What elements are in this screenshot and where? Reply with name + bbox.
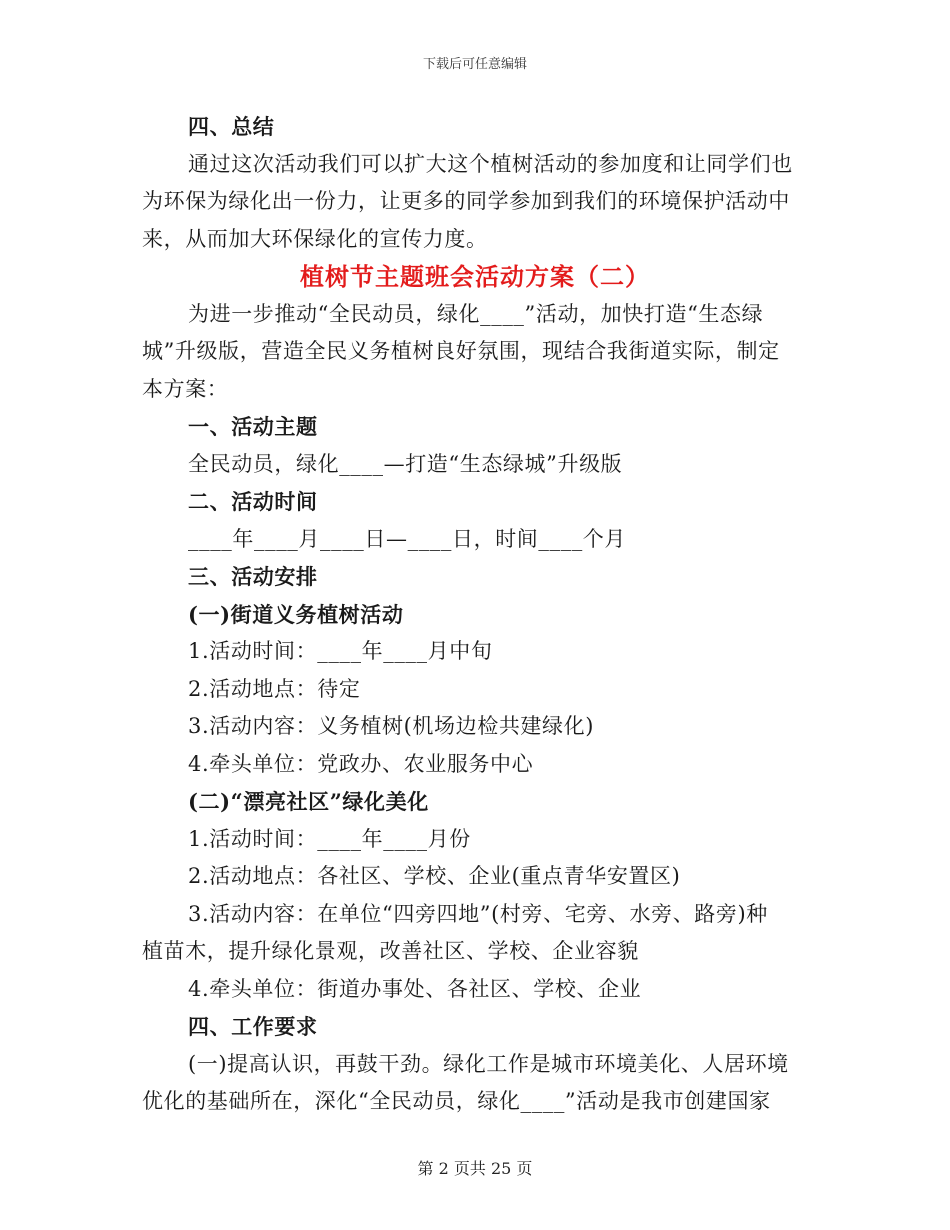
intro-paragraph-line: 本方案： xyxy=(142,376,229,401)
list-item: 2.活动地点：待定 xyxy=(188,676,361,701)
list-item: 3.活动内容：在单位“四旁四地”(村旁、宅旁、水旁、路旁)种 xyxy=(188,901,768,926)
list-item: 2.活动地点：各社区、学校、企业(重点青华安置区) xyxy=(188,864,681,888)
list-item: 4.牵头单位：街道办事处、各社区、学校、企业 xyxy=(188,976,642,1001)
summary-paragraph-line: 通过这次活动我们可以扩大这个植树活动的参加度和让同学们也 xyxy=(188,151,793,176)
theme-heading: 一、活动主题 xyxy=(188,414,318,439)
theme-text: 全民动员，绿化____—打造“生态绿城”升级版 xyxy=(188,451,623,476)
requirements-paragraph-line: 优化的基础所在，深化“全民动员，绿化____”活动是我市创建国家 xyxy=(142,1089,771,1113)
list-item: 1.活动时间：____年____月中旬 xyxy=(188,639,493,663)
arrangement-sub1-heading: (一)街道义务植树活动 xyxy=(188,601,404,627)
summary-heading: 四、总结 xyxy=(188,114,275,139)
requirements-paragraph-line: (一)提高认识，再鼓干劲。绿化工作是城市环境美化、人居环境 xyxy=(188,1051,789,1076)
arrangement-sub2-heading: (二)“漂亮社区”绿化美化 xyxy=(188,789,429,814)
list-item: 4.牵头单位：党政办、农业服务中心 xyxy=(188,751,534,776)
document-body xyxy=(142,108,808,1121)
arrangement-heading: 三、活动安排 xyxy=(188,564,318,589)
time-heading: 二、活动时间 xyxy=(188,489,318,514)
plan-title: 植树节主题班会活动方案（二） xyxy=(300,262,650,291)
list-item-continuation: 植苗木，提升绿化景观，改善社区、学校、企业容貌 xyxy=(142,939,639,963)
intro-paragraph-line: 城”升级版，营造全民义务植树良好氛围，现结合我街道实际，制定 xyxy=(142,339,780,363)
page-footer-info: 第 2 页共 25 页 xyxy=(417,1159,533,1178)
summary-paragraph-line: 为环保为绿化出一份力，让更多的同学参加到我们的环境保护活动中 xyxy=(142,189,790,213)
list-item: 1.活动时间：____年____月份 xyxy=(188,826,471,851)
time-text: ____年____月____日—____日，时间____个月 xyxy=(188,526,626,551)
page-header-note: 下载后可任意编辑 xyxy=(422,57,527,72)
summary-paragraph-line: 来，从而加大环保绿化的宣传力度。 xyxy=(142,226,488,251)
requirements-heading: 四、工作要求 xyxy=(188,1014,318,1039)
list-item: 3.活动内容：义务植树(机场边检共建绿化) xyxy=(188,714,595,738)
intro-paragraph-line: 为进一步推动“全民动员，绿化____”活动，加快打造“生态绿 xyxy=(188,301,764,326)
